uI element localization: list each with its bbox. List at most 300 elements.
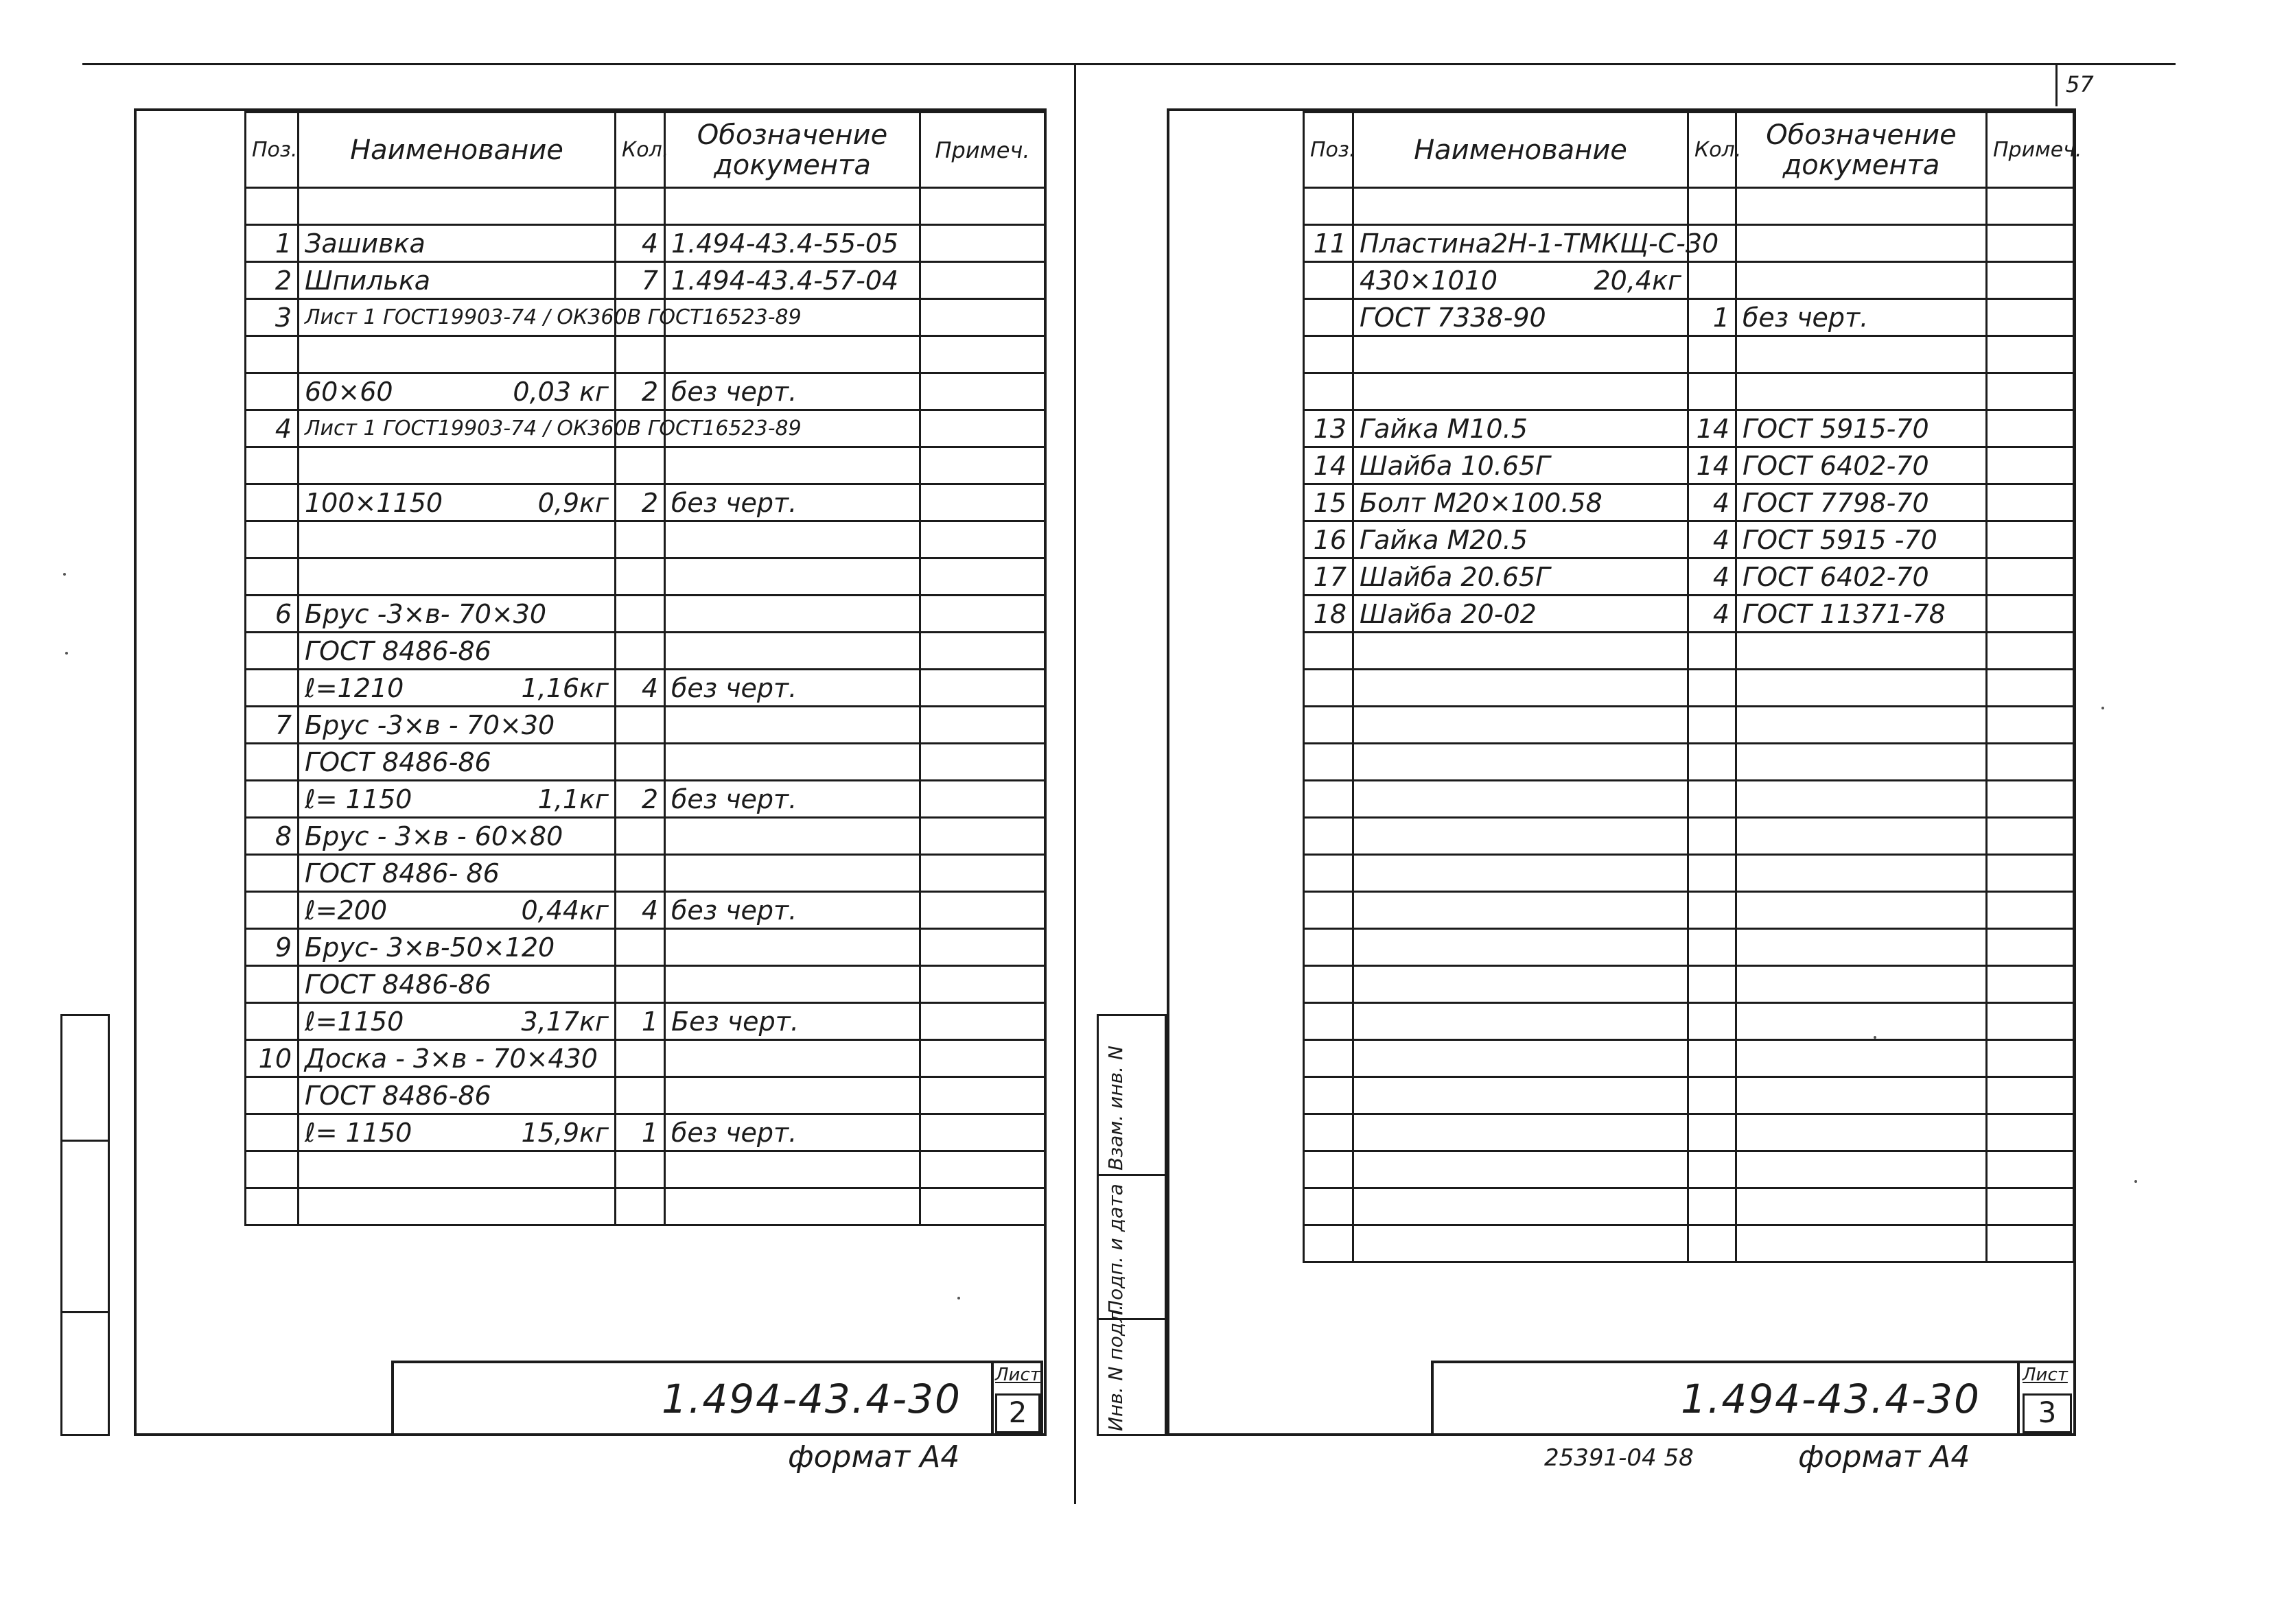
item-name: ГОСТ 8486-86 bbox=[305, 746, 491, 777]
cell-name bbox=[1353, 447, 1688, 484]
cell-doc bbox=[1736, 966, 1987, 1003]
cell-pos bbox=[246, 188, 299, 225]
right-list-label: Лист bbox=[2023, 1365, 2068, 1385]
table-row bbox=[1304, 373, 2074, 410]
cell-pos bbox=[1304, 373, 1353, 410]
cell-note bbox=[1987, 781, 2074, 818]
cell-pos bbox=[1304, 262, 1353, 299]
cell-pos: 16 bbox=[1304, 521, 1353, 558]
table-row bbox=[1304, 1077, 2074, 1114]
cell-note bbox=[920, 929, 1045, 966]
cell-doc bbox=[1736, 1003, 1987, 1040]
cell-pos: 18 bbox=[1304, 596, 1353, 633]
scan-speck bbox=[2101, 707, 2104, 709]
table-row bbox=[1304, 892, 2074, 929]
table-row bbox=[246, 929, 1045, 966]
item-name: ГОСТ 7338-90 bbox=[1360, 302, 1546, 333]
cell-name bbox=[299, 596, 616, 633]
table-row bbox=[246, 670, 1045, 707]
cell-note bbox=[920, 336, 1045, 373]
cell-name bbox=[1353, 373, 1688, 410]
cell-name bbox=[1353, 521, 1688, 558]
left-format-label: формат А4 bbox=[788, 1439, 960, 1474]
item-weight: 0,9кг bbox=[537, 487, 609, 518]
cell-doc bbox=[1736, 1225, 1987, 1262]
table-row bbox=[246, 188, 1045, 225]
header-doc bbox=[665, 113, 920, 188]
cell-name bbox=[299, 707, 616, 744]
item-name: Болт М20×100.58 bbox=[1360, 487, 1603, 518]
table-row bbox=[1304, 1040, 2074, 1077]
scan-speck bbox=[63, 573, 66, 576]
cell-pos bbox=[246, 1077, 299, 1114]
cell-doc bbox=[665, 855, 920, 892]
cell-note bbox=[1987, 892, 2074, 929]
item-name: Шайба 10.65Г bbox=[1360, 450, 1550, 481]
header-row bbox=[1304, 113, 2074, 188]
cell-qty bbox=[1688, 188, 1736, 225]
cell-doc bbox=[1736, 855, 1987, 892]
cell-qty bbox=[616, 336, 665, 373]
cell-doc bbox=[1736, 781, 1987, 818]
item-name: ГОСТ 8486-86 bbox=[305, 969, 491, 1000]
cell-name bbox=[299, 818, 616, 855]
cell-doc bbox=[1736, 1151, 1987, 1188]
cell-doc: без черт. bbox=[665, 670, 920, 707]
cell-doc: ГОСТ 11371-78 bbox=[1736, 596, 1987, 633]
table-row bbox=[246, 1114, 1045, 1151]
cell-qty: 2 bbox=[616, 484, 665, 521]
cell-note bbox=[920, 1114, 1045, 1151]
cell-doc bbox=[1736, 670, 1987, 707]
table-row bbox=[246, 299, 1045, 336]
table-row bbox=[1304, 1188, 2074, 1225]
cell-doc bbox=[665, 558, 920, 596]
cell-pos bbox=[1304, 336, 1353, 373]
cell-doc bbox=[1736, 1040, 1987, 1077]
cell-qty: 1 bbox=[616, 1003, 665, 1040]
item-name: 100×1150 bbox=[305, 487, 443, 518]
cell-qty: 4 bbox=[616, 225, 665, 262]
item-weight: 1,16кг bbox=[521, 672, 609, 703]
table-row bbox=[1304, 299, 2074, 336]
item-name: Лист 1 ГОСТ19903-74 / ОК360В ГОСТ16523-89 bbox=[305, 416, 802, 440]
table-row bbox=[246, 1077, 1045, 1114]
cell-qty bbox=[616, 818, 665, 855]
item-name: ℓ= 1150 bbox=[305, 1117, 412, 1148]
cell-pos bbox=[1304, 855, 1353, 892]
cell-note bbox=[1987, 188, 2074, 225]
cell-note bbox=[1987, 1188, 2074, 1225]
cell-note bbox=[1987, 707, 2074, 744]
right-title-block bbox=[1431, 1361, 2076, 1436]
item-name: ГОСТ 8486-86 bbox=[305, 635, 491, 666]
cell-note bbox=[1987, 262, 2074, 299]
cell-name bbox=[299, 447, 616, 484]
table-row bbox=[1304, 188, 2074, 225]
cell-note bbox=[920, 744, 1045, 781]
cell-qty: 2 bbox=[616, 373, 665, 410]
cell-pos: 9 bbox=[246, 929, 299, 966]
table-row bbox=[1304, 1225, 2074, 1262]
cell-name bbox=[299, 929, 616, 966]
cell-pos: 7 bbox=[246, 707, 299, 744]
cell-pos bbox=[1304, 929, 1353, 966]
item-name: ГОСТ 8486-86 bbox=[305, 1080, 491, 1111]
cell-pos bbox=[1304, 299, 1353, 336]
cell-pos bbox=[246, 373, 299, 410]
cell-name bbox=[299, 1151, 616, 1188]
header-doc-line1: Обозначение bbox=[1766, 119, 1957, 151]
cell-note bbox=[920, 484, 1045, 521]
cell-qty bbox=[616, 447, 665, 484]
item-weight: 3,17кг bbox=[521, 1006, 609, 1037]
cell-pos bbox=[246, 670, 299, 707]
cell-doc bbox=[1736, 744, 1987, 781]
cell-doc bbox=[665, 1151, 920, 1188]
header-qty: Кол. bbox=[616, 113, 665, 188]
cell-name bbox=[1353, 1188, 1688, 1225]
table-row bbox=[246, 707, 1045, 744]
cell-qty bbox=[616, 1077, 665, 1114]
cell-qty bbox=[1688, 670, 1736, 707]
cell-qty bbox=[616, 596, 665, 633]
item-weight: 20,4кг bbox=[1594, 265, 1681, 296]
item-weight: 15,9кг bbox=[521, 1117, 609, 1148]
left-side-strip bbox=[60, 1014, 110, 1436]
cell-name bbox=[1353, 1151, 1688, 1188]
cell-note bbox=[1987, 447, 2074, 484]
right-archive-number: 25391-04 58 bbox=[1544, 1444, 1694, 1472]
cell-name bbox=[1353, 1040, 1688, 1077]
center-fold bbox=[1074, 63, 1076, 1504]
cell-doc: ГОСТ 6402-70 bbox=[1736, 447, 1987, 484]
cell-doc: без черт. bbox=[665, 1114, 920, 1151]
cell-name bbox=[299, 855, 616, 892]
cell-pos bbox=[246, 447, 299, 484]
cell-qty bbox=[616, 966, 665, 1003]
item-name: Брус- 3×в-50×120 bbox=[305, 932, 555, 963]
cell-pos bbox=[1304, 633, 1353, 670]
cell-name bbox=[299, 484, 616, 521]
table-row bbox=[246, 262, 1045, 299]
cell-doc bbox=[665, 707, 920, 744]
cell-qty bbox=[616, 521, 665, 558]
cell-note bbox=[920, 1003, 1045, 1040]
table-row bbox=[1304, 558, 2074, 596]
table-row bbox=[1304, 484, 2074, 521]
cell-doc bbox=[665, 744, 920, 781]
item-name: ГОСТ 8486- 86 bbox=[305, 858, 500, 889]
right-format-label: формат А4 bbox=[1798, 1439, 1970, 1474]
cell-qty bbox=[1688, 855, 1736, 892]
cell-qty bbox=[616, 707, 665, 744]
cell-qty bbox=[1688, 1077, 1736, 1114]
cell-name bbox=[299, 336, 616, 373]
cell-name bbox=[299, 1188, 616, 1225]
left-stamp-code: 1.494-43.4-30 bbox=[662, 1376, 962, 1422]
cell-doc bbox=[1736, 818, 1987, 855]
table-row bbox=[1304, 818, 2074, 855]
cell-note bbox=[920, 299, 1045, 336]
cell-doc bbox=[665, 966, 920, 1003]
cell-doc bbox=[1736, 373, 1987, 410]
table-row bbox=[246, 410, 1045, 447]
cell-note bbox=[1987, 1151, 2074, 1188]
cell-qty bbox=[1688, 966, 1736, 1003]
cell-qty bbox=[1688, 892, 1736, 929]
cell-pos bbox=[1304, 1188, 1353, 1225]
cell-name bbox=[1353, 670, 1688, 707]
cell-pos bbox=[1304, 966, 1353, 1003]
cell-name bbox=[1353, 1077, 1688, 1114]
cell-doc bbox=[665, 1040, 920, 1077]
table-row bbox=[1304, 966, 2074, 1003]
cell-pos bbox=[1304, 707, 1353, 744]
table-row bbox=[1304, 336, 2074, 373]
cell-name bbox=[299, 373, 616, 410]
table-row bbox=[1304, 744, 2074, 781]
table-row bbox=[246, 818, 1045, 855]
scan-speck bbox=[1874, 1036, 1876, 1039]
side-label-inv: Инв. N подл. bbox=[1104, 1304, 1127, 1431]
header-name: Наименование bbox=[1353, 113, 1688, 188]
cell-doc: без черт. bbox=[665, 484, 920, 521]
cell-qty bbox=[1688, 781, 1736, 818]
cell-note bbox=[920, 262, 1045, 299]
cell-doc bbox=[665, 596, 920, 633]
cell-note bbox=[1987, 373, 2074, 410]
cell-name bbox=[1353, 781, 1688, 818]
item-name: Гайка М10.5 bbox=[1360, 413, 1528, 444]
right-list-number: 3 bbox=[2023, 1393, 2072, 1433]
cell-name bbox=[299, 744, 616, 781]
cell-doc bbox=[665, 1077, 920, 1114]
cell-pos bbox=[1304, 1077, 1353, 1114]
cell-qty: 4 bbox=[1688, 596, 1736, 633]
top-rule bbox=[82, 63, 2176, 65]
cell-qty bbox=[1688, 1225, 1736, 1262]
cell-doc bbox=[1736, 929, 1987, 966]
cell-note bbox=[920, 966, 1045, 1003]
cell-name bbox=[1353, 299, 1688, 336]
cell-doc bbox=[1736, 262, 1987, 299]
cell-note bbox=[1987, 410, 2074, 447]
cell-pos bbox=[246, 1188, 299, 1225]
cell-doc bbox=[665, 818, 920, 855]
cell-pos: 8 bbox=[246, 818, 299, 855]
cell-qty bbox=[616, 929, 665, 966]
cell-name bbox=[1353, 596, 1688, 633]
table-row bbox=[1304, 633, 2074, 670]
table-row bbox=[1304, 1114, 2074, 1151]
cell-pos: 14 bbox=[1304, 447, 1353, 484]
cell-name bbox=[299, 225, 616, 262]
table-row bbox=[246, 855, 1045, 892]
cell-qty: 4 bbox=[616, 892, 665, 929]
item-name: Гайка М20.5 bbox=[1360, 524, 1528, 555]
item-name: ℓ=1210 bbox=[305, 672, 404, 703]
cell-pos bbox=[1304, 1040, 1353, 1077]
cell-note bbox=[920, 707, 1045, 744]
cell-doc bbox=[1736, 188, 1987, 225]
cell-doc bbox=[1736, 1114, 1987, 1151]
cell-note bbox=[1987, 1114, 2074, 1151]
cell-doc: ГОСТ 5915-70 bbox=[1736, 410, 1987, 447]
item-name: Брус - 3×в - 60×80 bbox=[305, 821, 563, 851]
cell-pos: 17 bbox=[1304, 558, 1353, 596]
cell-note bbox=[920, 781, 1045, 818]
cell-doc: без черт. bbox=[665, 892, 920, 929]
cell-pos bbox=[1304, 781, 1353, 818]
table-row bbox=[246, 966, 1045, 1003]
item-weight: 1,1кг bbox=[537, 784, 609, 814]
cell-note bbox=[920, 225, 1045, 262]
cell-doc: без черт. bbox=[665, 373, 920, 410]
cell-qty bbox=[1688, 633, 1736, 670]
cell-note bbox=[1987, 299, 2074, 336]
cell-doc bbox=[1736, 225, 1987, 262]
header-doc bbox=[1736, 113, 1987, 188]
cell-doc: без черт. bbox=[1736, 299, 1987, 336]
cell-qty: 14 bbox=[1688, 410, 1736, 447]
page-number: 57 bbox=[2066, 71, 2094, 97]
cell-pos bbox=[1304, 818, 1353, 855]
cell-note bbox=[920, 633, 1045, 670]
cell-note bbox=[920, 1040, 1045, 1077]
cell-pos: 2 bbox=[246, 262, 299, 299]
cell-doc: ГОСТ 6402-70 bbox=[1736, 558, 1987, 596]
right-spec-table bbox=[1303, 111, 2082, 1263]
cell-note bbox=[1987, 818, 2074, 855]
cell-name bbox=[1353, 966, 1688, 1003]
cell-name bbox=[1353, 558, 1688, 596]
table-row bbox=[246, 1040, 1045, 1077]
cell-note bbox=[920, 521, 1045, 558]
page-number-tick bbox=[2055, 65, 2058, 106]
cell-pos: 3 bbox=[246, 299, 299, 336]
cell-note bbox=[1987, 1003, 2074, 1040]
cell-qty: 7 bbox=[616, 262, 665, 299]
table-row bbox=[246, 225, 1045, 262]
cell-qty: 4 bbox=[1688, 484, 1736, 521]
item-name: Доска - 3×в - 70×430 bbox=[305, 1043, 598, 1074]
cell-name bbox=[1353, 188, 1688, 225]
table-row bbox=[1304, 410, 2074, 447]
cell-name bbox=[1353, 1225, 1688, 1262]
table-row bbox=[246, 373, 1045, 410]
table-row bbox=[246, 633, 1045, 670]
cell-qty: 14 bbox=[1688, 447, 1736, 484]
cell-qty: 1 bbox=[616, 1114, 665, 1151]
cell-note bbox=[1987, 633, 2074, 670]
header-note: Примеч. bbox=[1987, 113, 2074, 188]
table-row bbox=[246, 892, 1045, 929]
cell-pos: 11 bbox=[1304, 225, 1353, 262]
cell-name bbox=[1353, 484, 1688, 521]
cell-note bbox=[1987, 336, 2074, 373]
cell-pos bbox=[1304, 1225, 1353, 1262]
cell-name bbox=[299, 188, 616, 225]
cell-pos bbox=[1304, 744, 1353, 781]
cell-pos bbox=[1304, 892, 1353, 929]
cell-name bbox=[1353, 892, 1688, 929]
cell-doc bbox=[665, 336, 920, 373]
item-name: Шпилька bbox=[305, 265, 431, 296]
item-weight: 0,03 кг bbox=[513, 376, 609, 407]
cell-name bbox=[299, 781, 616, 818]
scan-speck bbox=[65, 652, 68, 655]
cell-pos: 1 bbox=[246, 225, 299, 262]
item-name: ℓ= 1150 bbox=[305, 784, 412, 814]
cell-note bbox=[1987, 521, 2074, 558]
cell-name bbox=[1353, 410, 1688, 447]
cell-name bbox=[299, 521, 616, 558]
cell-qty bbox=[616, 1151, 665, 1188]
cell-pos: 10 bbox=[246, 1040, 299, 1077]
cell-pos: 6 bbox=[246, 596, 299, 633]
cell-pos bbox=[246, 892, 299, 929]
cell-qty bbox=[1688, 1003, 1736, 1040]
cell-doc bbox=[1736, 633, 1987, 670]
cell-note bbox=[920, 670, 1045, 707]
cell-pos bbox=[246, 744, 299, 781]
item-name: Шайба 20-02 bbox=[1360, 598, 1537, 629]
cell-note bbox=[920, 596, 1045, 633]
cell-note bbox=[920, 1077, 1045, 1114]
cell-qty bbox=[1688, 1188, 1736, 1225]
cell-name bbox=[299, 1114, 616, 1151]
item-name: Зашивка bbox=[305, 228, 426, 259]
cell-note bbox=[1987, 966, 2074, 1003]
cell-qty bbox=[1688, 1040, 1736, 1077]
side-label-replace: Взам. инв. N bbox=[1104, 1046, 1127, 1170]
cell-qty bbox=[616, 558, 665, 596]
header-note: Примеч. bbox=[920, 113, 1045, 188]
cell-note bbox=[920, 373, 1045, 410]
cell-note bbox=[1987, 929, 2074, 966]
table-row bbox=[1304, 707, 2074, 744]
header-pos: Поз. bbox=[1304, 113, 1353, 188]
cell-qty bbox=[616, 633, 665, 670]
cell-qty bbox=[1688, 336, 1736, 373]
cell-doc: ГОСТ 5915 -70 bbox=[1736, 521, 1987, 558]
item-name: 60×60 bbox=[305, 376, 393, 407]
side-label-sign: Подп. и дата bbox=[1104, 1184, 1127, 1315]
cell-note bbox=[920, 1188, 1045, 1225]
item-name: Шайба 20.65Г bbox=[1360, 561, 1550, 592]
cell-note bbox=[1987, 484, 2074, 521]
cell-doc bbox=[665, 633, 920, 670]
cell-qty: 1 bbox=[1688, 299, 1736, 336]
cell-name bbox=[1353, 225, 1719, 262]
cell-note bbox=[920, 818, 1045, 855]
cell-note bbox=[1987, 670, 2074, 707]
scan-speck bbox=[957, 1297, 960, 1299]
cell-name bbox=[299, 262, 616, 299]
cell-qty bbox=[616, 744, 665, 781]
cell-name bbox=[299, 1003, 616, 1040]
cell-qty: 4 bbox=[1688, 558, 1736, 596]
cell-pos bbox=[246, 633, 299, 670]
cell-doc bbox=[665, 521, 920, 558]
left-list-number: 2 bbox=[995, 1393, 1040, 1433]
cell-name bbox=[299, 892, 616, 929]
cell-doc: 1.494-43.4-57-04 bbox=[665, 262, 920, 299]
cell-doc bbox=[665, 188, 920, 225]
cell-pos bbox=[246, 336, 299, 373]
cell-doc: ГОСТ 7798-70 bbox=[1736, 484, 1987, 521]
